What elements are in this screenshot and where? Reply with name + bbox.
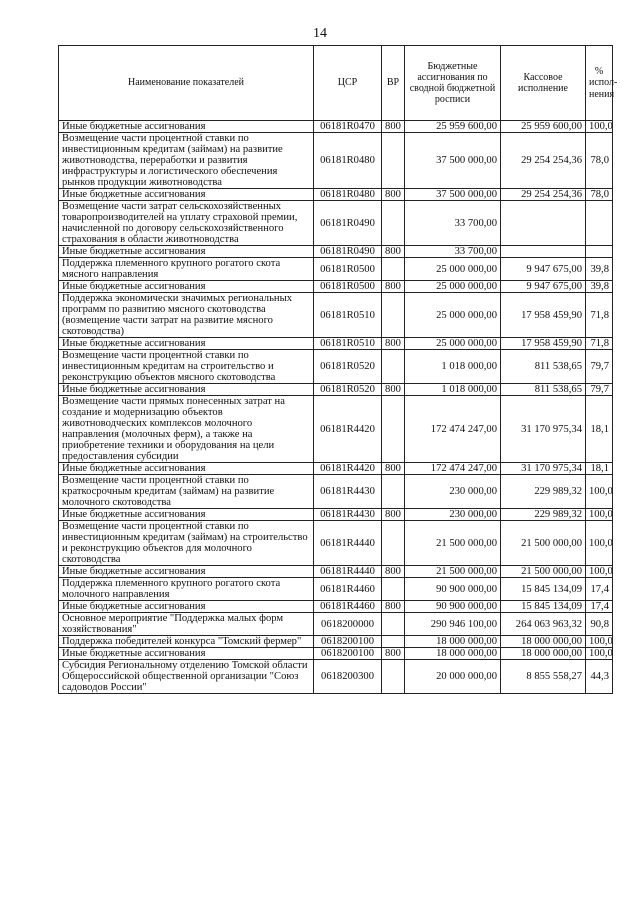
row-name: Иные бюджетные ассигнования <box>59 384 314 396</box>
row-percent: 79,7 <box>586 350 613 384</box>
row-csr: 06181R4430 <box>314 475 382 509</box>
row-vr: 800 <box>382 509 405 521</box>
table-row <box>59 189 613 201</box>
table-row <box>59 613 613 636</box>
row-csr: 06181R4440 <box>314 566 382 578</box>
row-name: Поддержка племенного крупного рогатого скота мясного направления <box>59 258 314 281</box>
row-cash: 18 000 000,00 <box>501 636 586 648</box>
row-vr <box>382 133 405 189</box>
row-name: Возмещение части затрат сельскохозяйственных товаропроизводителей на уплату страховой премии, начисленной по договору сельскохозяйственного страхования в области животноводства <box>59 201 314 246</box>
row-cash: 15 845 134,09 <box>501 578 586 601</box>
row-percent: 78,0 <box>586 189 613 201</box>
row-cash: 9 947 675,00 <box>501 258 586 281</box>
table-row <box>59 648 613 660</box>
row-name: Поддержка племенного крупного рогатого скота молочного направления <box>59 578 314 601</box>
row-name: Иные бюджетные ассигнования <box>59 189 314 201</box>
row-budget: 290 946 100,00 <box>405 613 501 636</box>
row-cash: 264 063 963,32 <box>501 613 586 636</box>
row-budget: 1 018 000,00 <box>405 384 501 396</box>
row-name: Иные бюджетные ассигнования <box>59 566 314 578</box>
row-cash: 29 254 254,36 <box>501 189 586 201</box>
row-percent: 100,0 <box>586 475 613 509</box>
row-budget: 172 474 247,00 <box>405 396 501 463</box>
row-csr: 06181R0520 <box>314 350 382 384</box>
row-csr: 06181R0470 <box>314 121 382 133</box>
row-csr: 06181R0480 <box>314 189 382 201</box>
row-vr: 800 <box>382 384 405 396</box>
table-row <box>59 258 613 281</box>
row-cash: 811 538,65 <box>501 350 586 384</box>
row-csr: 06181R4420 <box>314 396 382 463</box>
row-name: Возмещение части процентной ставки по краткосрочным кредитам (займам) на развитие молочного скотоводства <box>59 475 314 509</box>
row-csr: 0618200000 <box>314 613 382 636</box>
row-cash: 17 958 459,90 <box>501 338 586 350</box>
row-budget: 172 474 247,00 <box>405 463 501 475</box>
row-name: Возмещение части процентной ставки по инвестиционным кредитам (займам) на строительство и реконструкцию объектов для молочного скотоводства <box>59 521 314 566</box>
row-name: Субсидия Региональному отделению Томской области Общероссийской общественной организации "Союз садоводов России" <box>59 660 314 694</box>
row-budget: 18 000 000,00 <box>405 636 501 648</box>
row-vr: 800 <box>382 566 405 578</box>
row-cash: 229 989,32 <box>501 509 586 521</box>
row-percent: 90,8 <box>586 613 613 636</box>
header-percent: % испол-нения <box>586 46 613 121</box>
row-cash: 9 947 675,00 <box>501 281 586 293</box>
row-name: Основное мероприятие "Поддержка малых форм хозяйствования" <box>59 613 314 636</box>
row-percent: 78,0 <box>586 133 613 189</box>
page-number: 14 <box>313 26 327 41</box>
row-percent: 71,8 <box>586 338 613 350</box>
row-name: Иные бюджетные ассигнования <box>59 281 314 293</box>
header-budget: Бюджетные ассигнования по сводной бюджетной росписи <box>405 46 501 121</box>
row-vr <box>382 578 405 601</box>
table-row <box>59 509 613 521</box>
row-cash: 8 855 558,27 <box>501 660 586 694</box>
row-csr: 0618200300 <box>314 660 382 694</box>
row-cash: 31 170 975,34 <box>501 463 586 475</box>
row-budget: 230 000,00 <box>405 475 501 509</box>
row-percent: 17,4 <box>586 601 613 613</box>
row-name: Поддержка экономически значимых региональных программ по развитию мясного скотоводства (возмещение части затрат на развитие мясного скотоводства) <box>59 293 314 338</box>
row-percent: 100,0 <box>586 509 613 521</box>
table-row <box>59 601 613 613</box>
row-csr: 0618200100 <box>314 648 382 660</box>
row-name: Возмещение части процентной ставки по инвестиционным кредитам (займам) на развитие животноводства, переработки и развития инфраструктуры и логистического обеспечения рынков продукции животноводства <box>59 133 314 189</box>
row-vr <box>382 613 405 636</box>
row-vr <box>382 475 405 509</box>
row-percent: 79,7 <box>586 384 613 396</box>
row-percent <box>586 246 613 258</box>
row-vr <box>382 293 405 338</box>
row-csr: 06181R0500 <box>314 258 382 281</box>
row-vr <box>382 201 405 246</box>
row-vr: 800 <box>382 121 405 133</box>
table-row <box>59 338 613 350</box>
row-cash <box>501 201 586 246</box>
table-row <box>59 463 613 475</box>
table-row <box>59 521 613 566</box>
table-row <box>59 133 613 189</box>
row-percent: 100,0 <box>586 648 613 660</box>
row-name: Иные бюджетные ассигнования <box>59 463 314 475</box>
row-cash: 15 845 134,09 <box>501 601 586 613</box>
row-name: Поддержка победителей конкурса "Томский фермер" <box>59 636 314 648</box>
budget-execution-table <box>58 45 618 694</box>
row-budget: 25 000 000,00 <box>405 281 501 293</box>
table-row <box>59 121 613 133</box>
row-budget: 20 000 000,00 <box>405 660 501 694</box>
row-percent: 100,0 <box>586 566 613 578</box>
row-cash: 21 500 000,00 <box>501 566 586 578</box>
row-percent: 18,1 <box>586 463 613 475</box>
row-csr: 06181R4420 <box>314 463 382 475</box>
row-csr: 06181R0490 <box>314 246 382 258</box>
row-budget: 25 000 000,00 <box>405 293 501 338</box>
row-vr: 800 <box>382 246 405 258</box>
row-cash: 17 958 459,90 <box>501 293 586 338</box>
row-csr: 06181R4440 <box>314 521 382 566</box>
row-vr: 800 <box>382 648 405 660</box>
header-vr: ВР <box>382 46 405 121</box>
row-budget: 1 018 000,00 <box>405 350 501 384</box>
row-name: Иные бюджетные ассигнования <box>59 648 314 660</box>
table-row <box>59 660 613 694</box>
table-row <box>59 201 613 246</box>
row-budget: 37 500 000,00 <box>405 133 501 189</box>
row-name: Иные бюджетные ассигнования <box>59 121 314 133</box>
header-cash: Кассовое исполнение <box>501 46 586 121</box>
row-percent: 100,0 <box>586 521 613 566</box>
table-row <box>59 396 613 463</box>
row-budget: 25 000 000,00 <box>405 338 501 350</box>
row-vr <box>382 660 405 694</box>
row-budget: 33 700,00 <box>405 201 501 246</box>
row-vr <box>382 636 405 648</box>
row-budget: 90 900 000,00 <box>405 601 501 613</box>
row-percent <box>586 201 613 246</box>
row-budget: 18 000 000,00 <box>405 648 501 660</box>
row-vr <box>382 396 405 463</box>
row-percent: 100,0 <box>586 636 613 648</box>
row-csr: 0618200100 <box>314 636 382 648</box>
table-row <box>59 578 613 601</box>
row-cash: 21 500 000,00 <box>501 521 586 566</box>
row-name: Иные бюджетные ассигнования <box>59 601 314 613</box>
table-row <box>59 566 613 578</box>
row-csr: 06181R4460 <box>314 601 382 613</box>
row-budget: 90 900 000,00 <box>405 578 501 601</box>
row-cash: 31 170 975,34 <box>501 396 586 463</box>
row-vr: 800 <box>382 189 405 201</box>
row-budget: 37 500 000,00 <box>405 189 501 201</box>
row-csr: 06181R4430 <box>314 509 382 521</box>
header-csr: ЦСР <box>314 46 382 121</box>
row-vr: 800 <box>382 601 405 613</box>
table-row <box>59 636 613 648</box>
row-vr <box>382 258 405 281</box>
row-budget: 21 500 000,00 <box>405 566 501 578</box>
row-csr: 06181R0510 <box>314 293 382 338</box>
row-cash: 229 989,32 <box>501 475 586 509</box>
row-budget: 25 000 000,00 <box>405 258 501 281</box>
row-cash <box>501 246 586 258</box>
row-percent: 39,8 <box>586 281 613 293</box>
row-csr: 06181R4460 <box>314 578 382 601</box>
table-row <box>59 384 613 396</box>
table-header-row <box>59 46 613 121</box>
row-percent: 44,3 <box>586 660 613 694</box>
row-percent: 100,0 <box>586 121 613 133</box>
row-vr: 800 <box>382 463 405 475</box>
row-vr <box>382 350 405 384</box>
row-csr: 06181R0490 <box>314 201 382 246</box>
row-name: Иные бюджетные ассигнования <box>59 338 314 350</box>
table-body <box>59 121 613 694</box>
row-cash: 811 538,65 <box>501 384 586 396</box>
table-row <box>59 281 613 293</box>
row-name: Возмещение части прямых понесенных затрат на создание и модернизацию объектов животноводческих комплексов молочного направления (молочных ферм), а также на приобретение техники и оборудования на цели предоставления субсидии <box>59 396 314 463</box>
table-row <box>59 246 613 258</box>
row-cash: 29 254 254,36 <box>501 133 586 189</box>
row-cash: 25 959 600,00 <box>501 121 586 133</box>
row-percent: 18,1 <box>586 396 613 463</box>
table-row <box>59 350 613 384</box>
row-budget: 25 959 600,00 <box>405 121 501 133</box>
row-percent: 39,8 <box>586 258 613 281</box>
row-percent: 17,4 <box>586 578 613 601</box>
table-row <box>59 475 613 509</box>
row-cash: 18 000 000,00 <box>501 648 586 660</box>
row-name: Иные бюджетные ассигнования <box>59 509 314 521</box>
header-name: Наименование показателей <box>59 46 314 121</box>
row-percent: 71,8 <box>586 293 613 338</box>
row-csr: 06181R0510 <box>314 338 382 350</box>
row-budget: 33 700,00 <box>405 246 501 258</box>
row-budget: 21 500 000,00 <box>405 521 501 566</box>
row-csr: 06181R0500 <box>314 281 382 293</box>
row-vr: 800 <box>382 338 405 350</box>
row-csr: 06181R0520 <box>314 384 382 396</box>
row-vr: 800 <box>382 281 405 293</box>
row-csr: 06181R0480 <box>314 133 382 189</box>
row-name: Иные бюджетные ассигнования <box>59 246 314 258</box>
row-name: Возмещение части процентной ставки по инвестиционным кредитам на строительство и реконструкцию объектов мясного скотоводства <box>59 350 314 384</box>
row-budget: 230 000,00 <box>405 509 501 521</box>
row-vr <box>382 521 405 566</box>
table-row <box>59 293 613 338</box>
